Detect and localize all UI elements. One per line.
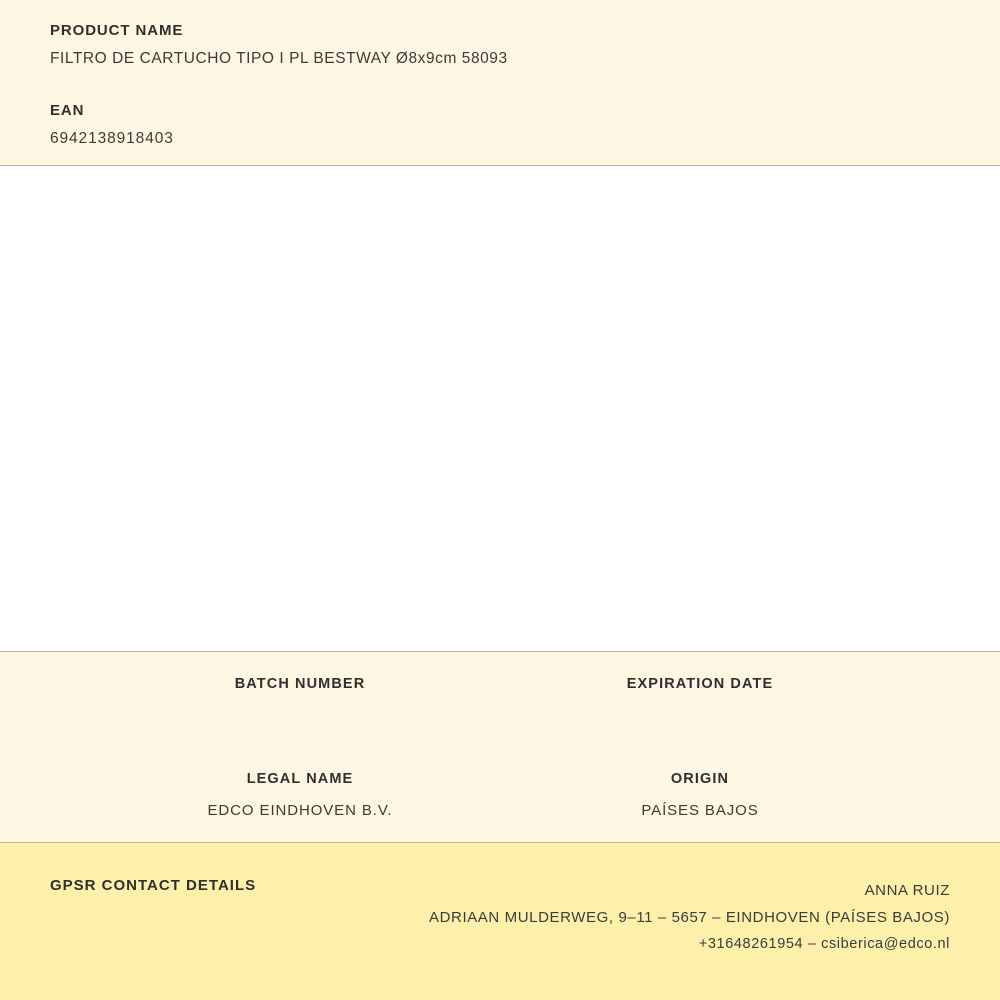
ean-field xyxy=(0,102,1000,148)
row-spacer xyxy=(0,676,100,725)
product-header-block xyxy=(0,0,1000,166)
batch-number-field xyxy=(100,676,500,725)
gpsr-contact-title: GPSR CONTACT DETAILS xyxy=(50,877,257,894)
details-row-batch-expiration xyxy=(0,676,1000,725)
product-name-label: PRODUCT NAME xyxy=(50,22,184,39)
batch-number-value xyxy=(100,707,500,725)
expiration-date-label: EXPIRATION DATE xyxy=(626,676,774,692)
product-details-block xyxy=(0,652,1000,843)
gpsr-contact-phone-email: +31648261954 – csiberica@edco.nl xyxy=(698,936,950,952)
batch-number-label: BATCH NUMBER xyxy=(234,676,366,692)
row-spacer-end xyxy=(900,676,1000,725)
legal-name-field xyxy=(100,771,500,820)
gpsr-contact-footer xyxy=(0,843,1000,1000)
ean-value: 6942138918403 xyxy=(50,130,174,147)
gpsr-contact-address: ADRIAAN MULDERWEG, 9–11 – 5657 – EINDHOVEN (PAÍSES BAJOS) xyxy=(428,909,950,926)
legal-name-value: EDCO EINDHOVEN B.V. xyxy=(207,802,393,819)
gpsr-contact-name: ANNA RUIZ xyxy=(864,882,950,899)
blank-content-area xyxy=(0,166,1000,652)
origin-value: PAÍSES BAJOS xyxy=(641,802,759,819)
expiration-date-value xyxy=(500,707,900,725)
ean-label: EAN xyxy=(50,102,85,119)
product-name-value: FILTRO DE CARTUCHO TIPO I PL BESTWAY Ø8x9cm 58093 xyxy=(50,50,508,67)
expiration-date-field xyxy=(500,676,900,725)
row-spacer-2 xyxy=(0,771,100,820)
legal-name-label: LEGAL NAME xyxy=(246,771,354,787)
origin-label: ORIGIN xyxy=(670,771,730,787)
product-name-field xyxy=(0,22,1000,68)
row-spacer-2-end xyxy=(900,771,1000,820)
details-row-legal-origin xyxy=(0,771,1000,820)
gpsr-contact-lines xyxy=(429,877,950,958)
origin-field xyxy=(500,771,900,820)
